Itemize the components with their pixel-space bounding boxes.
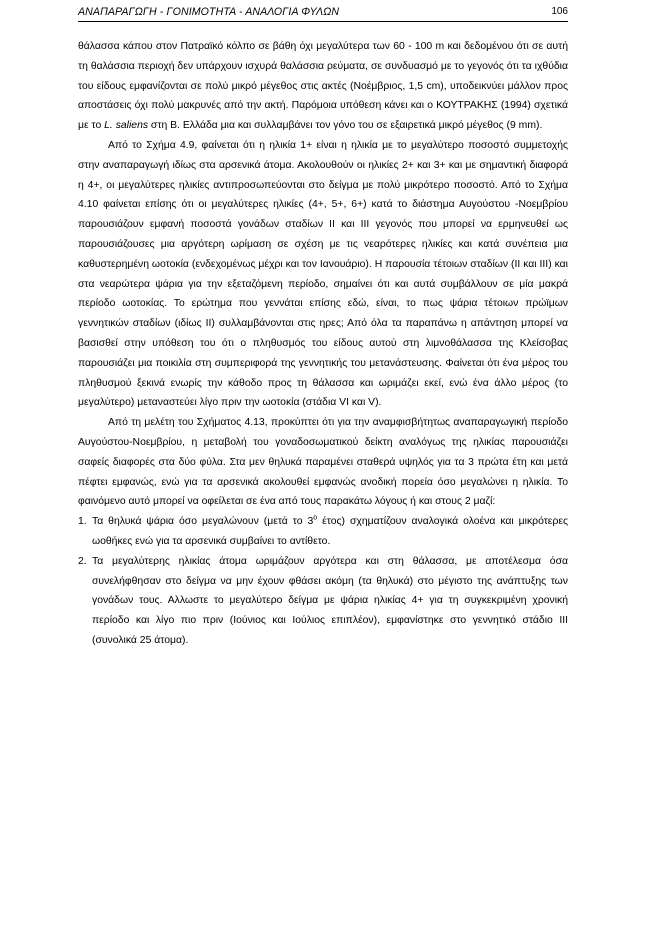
paragraph-age-analysis — [78, 136, 568, 413]
paragraph-gonadosomatic-index — [78, 413, 568, 512]
page-number: 106 — [551, 6, 568, 17]
list-item-number: 2. — [78, 555, 87, 567]
text-run: Τα μεγαλύτερης ηλικίας άτομα ωριμάζουν αργότερα και στη θάλασσα, με αποτέλεσμα όσα συνελήφθησαν στο δείγμα να μην έχουν φθάσει ακόμη (τα θηλυκά) στο μέγιστο της ανάπτυξης των γονάδων τους. Αλλωστε το μεγαλύτερο δείγμα με ψάρια ηλικίας 4+ για τη συγκεκριμένη χρονική περίοδο και λίγο πιο πριν (Ιούνιος και Ιούλιος επιπλέον), εμφανίστηκε στο γεννητικό στάδιο III (συνολικά 25 άτομα). — [92, 555, 568, 646]
species-name: L. saliens — [104, 120, 149, 132]
header-title: ΑΝΑΠΑΡΑΓΩΓΗ - ΓΟΝΙΜΟΤΗΤΑ - ΑΝΑΛΟΓΙΑ ΦΥΛΩΝ — [78, 6, 340, 18]
page-body — [78, 37, 568, 651]
list-item-text — [92, 556, 568, 646]
text-run: Από το Σχήμα 4.9, φαίνεται ότι η ηλικία 1+ είναι η ηλικία με το μεγαλύτερο ποσοστό συμμετοχής στην αναπαραγωγή ιδίως στα αρσενικά άτομα. Ακολουθούν οι ηλικίες 2+ και 3+ και με σημαντική διαφορά η 4+, οι μεγαλύτερες ηλικίες αντιπροσωπεύονται στο δείγμα με πολύ μικρότερο ποσοστό. Από το Σχήμα 4.10 φαίνεται επίσης ότι οι μεγαλύτερες ηλικίες (4+, 5+, 6+) κατά το διάστημα Αυγούστου -Νοεμβρίου παρουσιάζουν εμφανή ποσοστά γονάδων σταδίων II και III γεγονός που μπορεί να ερμηνευθεί ως παρουσιάζουσες μια αργότερη ωρίμαση σε σχέση με τις νεαρότερες ηλικίες και κατά συνέπεια μια καθυστερημένη ωοτοκία (ενδεχομένως μέχρι και τον Ιανουάριο). Η παρουσία τέτοιων σταδίων (II και III) και στα νεαρώτερα ψάρια για την εξεταζόμενη περίοδο, σημαίνει ότι και αυτά συμβάλλουν σε μία μακρά περίοδο ωοτοκίας. Το ερώτημα που γεννάται επίσης εδώ, είναι, το πως ψάρια τέτοιων πρώϊμων γεννητικών σταδίων (ιδίως II) συλλαμβάνονται στις ηρες; Από όλα τα παραπάνω η απάντηση μπορεί να βασισθεί στην υπόθεση του ότι ο πληθυσμός του είδους αυτού στη λιμνοθάλασσα της Κλείσοβας παρουσιάζει μια ποικιλία στη συμπεριφορά της γεννητικής του μετανάστευσης. Φαίνεται ότι ένα μέρος του πληθυσμού ξεκινά ενωρίς την κάθοδο προς τη θάλασσα και ωριμάζει εκεί, ενώ ένα άλλο μέρος (το μεγαλύτερο) μεταναστεύει λίγο πριν την ωοτοκία (στάδια VI και V). — [78, 139, 568, 409]
text-run: Τα θηλυκά ψάρια όσο μεγαλώνουν (μετά το 3 — [92, 516, 314, 528]
superscript-text: ο — [313, 514, 318, 522]
text-run: στη Β. Ελλάδα μια και συλλαμβάνει τον γόνο του σε εξαιρετικά μικρό μέγεθος (9 mm). — [148, 120, 543, 132]
list-item — [78, 552, 568, 651]
list-item — [78, 512, 568, 552]
running-header — [78, 5, 568, 22]
reasons-list — [78, 512, 568, 651]
text-run: θάλασσα κάπου στον Πατραϊκό κόλπο σε βάθη όχι μεγαλύτερα των 60 - 100 m και δεδομένου ότι σε αυτή τη θαλάσσια περιοχή δεν υπάρχουν ισχυρά θαλάσσια ρεύματα, σε συνδυασμό με το γεγονός ότι τα ιχθύδια του είδους εμφανίζονται σε πολύ μικρό μέγεθος στις ακτές (Νοέμβριος, 1,5 cm), υποδεικνύει μάλλον προς αποστάσεις όχι πολύ μακρυνές από την ακτή. Παρόμοια υπόθεση κάνει και ο ΚΟΥΤΡΑΚΗΣ (1994) σχετικά με το — [78, 41, 568, 132]
text-run: Από τη μελέτη του Σχήματος 4.13, προκύπτει ότι για την αναμφισβήτητως αναπαραγωγική περίοδο Αυγούστου-Νοεμβρίου, η μεταβολή του γοναδοσωματικού δείκτη αναλόγως της ηλικίας παρουσιάζει σαφείς διαφορές στα δύο φύλα. Στα μεν θηλυκά παραμένει σταθερά υψηλός για τα 3 πρώτα έτη και μετά πέφτει εμφανώς, ενώ για τα αρσενικά ακολουθεί εμφανώς ανοδική πορεία όσο μεγαλώνει η ηλικία. Το φαινόμενο αυτό μπορεί να οφείλεται σε ένα από τους παρακάτω λόγους ή και στους 2 μαζί: — [78, 417, 568, 508]
paragraph-continuation — [78, 37, 568, 136]
text-run: έτος) σχηματίζουν αναλογικά ολοένα και μικρότερες ωοθήκες ενώ για τα αρσενικά συμβαίνει το αντίθετο. — [92, 516, 568, 547]
list-item-text — [92, 516, 568, 547]
list-item-number: 1. — [78, 516, 87, 528]
